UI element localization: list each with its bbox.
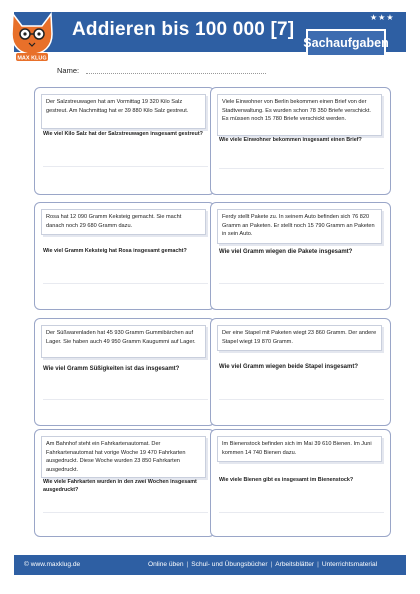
category-badge: Sachaufgaben xyxy=(306,29,386,57)
max-klug-logo xyxy=(8,10,56,64)
answer-line[interactable] xyxy=(43,283,208,284)
answer-line[interactable] xyxy=(219,512,384,513)
task-card-8 xyxy=(210,429,391,537)
answer-line[interactable] xyxy=(219,168,384,169)
task-card-3 xyxy=(34,202,215,310)
task-text: Viele Einwohner von Berlin bekommen einen Brief von der Stadtverwaltung. Es wurden schon 78 350 Briefe verschickt. Es müssen noch 15 780 Briefe verschickt werden. xyxy=(217,94,382,136)
answer-line[interactable] xyxy=(43,166,208,167)
name-label: Name: xyxy=(57,66,80,75)
svg-text:MAX KLUG: MAX KLUG xyxy=(17,55,47,62)
task-question: Wie viel Gramm wiegen die Pakete insgesamt? xyxy=(219,249,353,255)
task-question: Wie viele Bienen gibt es insgesamt im Bienenstock? xyxy=(219,477,354,483)
footer-link-worksheets[interactable]: Arbeitsblätter xyxy=(275,561,315,568)
task-text: Der Salzstreuwagen hat am Vormittag 19 320 Kilo Salz gestreut. Am Nachmittag hat er 39 880 Kilo Salz gestreut. xyxy=(41,94,206,129)
difficulty-stars: ★★★ xyxy=(370,13,395,22)
task-text: Ferdy stellt Pakete zu. In seinem Auto befinden sich 76 820 Gramm an Paketen. Er stellt noch 15 790 Gramm an Paketen in sein Auto. xyxy=(217,209,382,244)
answer-line[interactable] xyxy=(219,399,384,400)
task-card-5 xyxy=(34,318,215,426)
footer-copyright[interactable]: © www.maxklug.de xyxy=(24,561,81,568)
task-card-6 xyxy=(210,318,391,426)
answer-line[interactable] xyxy=(43,512,208,513)
task-card-7 xyxy=(34,429,215,537)
answer-line[interactable] xyxy=(219,283,384,284)
footer-links: Online üben | Schul- und Übungsbücher | Arbeitsblätter | Unterrichtsmaterial xyxy=(148,561,378,568)
task-question: Wie viel Gramm Keksteig hat Rosa insgesamt gemacht? xyxy=(43,248,187,254)
name-field[interactable] xyxy=(86,73,266,74)
task-text: Im Bienenstock befinden sich im Mai 39 610 Bienen. Im Juni kommen 14 740 Bienen dazu. xyxy=(217,436,382,462)
task-text: Der eine Stapel mit Paketen wiegt 23 860 Gramm. Der andere Stapel wiegt 19 870 Gramm. xyxy=(217,325,382,351)
task-card-1 xyxy=(34,87,215,195)
footer-link-material[interactable]: Unterrichtsmaterial xyxy=(321,561,378,568)
footer-bar xyxy=(14,555,406,575)
task-text: Der Süßwarenladen hat 45 930 Gramm Gummibärchen auf Lager. Sie haben auch 49 950 Gramm Kaugummi auf Lager. xyxy=(41,325,206,358)
page-title: Addieren bis 100 000 [7] xyxy=(72,19,295,40)
task-question: Wie viel Kilo Salz hat der Salzstreuwagen insgesamt gestreut? xyxy=(43,131,203,137)
task-text: Rosa hat 12 090 Gramm Keksteig gemacht. Sie macht danach noch 29 680 Gramm dazu. xyxy=(41,209,206,235)
task-card-2 xyxy=(210,87,391,195)
task-question: Wie viel Gramm wiegen beide Stapel insgesamt? xyxy=(219,364,358,370)
task-question: Wie viel Gramm Süßigkeiten ist das insgesamt? xyxy=(43,366,180,372)
task-question: Wie viele Einwohner bekommen insgesamt einen Brief? xyxy=(219,137,362,143)
task-card-4 xyxy=(210,202,391,310)
footer-link-books[interactable]: Schul- und Übungsbücher xyxy=(191,561,268,568)
task-text: Am Bahnhof steht ein Fahrkartenautomat. Der Fahrkartenautomat hat vorige Woche 19 470 Fahrkarten ausgedruckt. Diese Woche wurden 23 850 Fahrkarten ausgedruckt. xyxy=(41,436,206,478)
answer-line[interactable] xyxy=(43,399,208,400)
footer-link-online[interactable]: Online üben xyxy=(148,561,184,568)
task-question: Wie viele Fahrkarten wurden in den zwei Wochen insgesamt ausgedruckt? xyxy=(43,479,197,493)
